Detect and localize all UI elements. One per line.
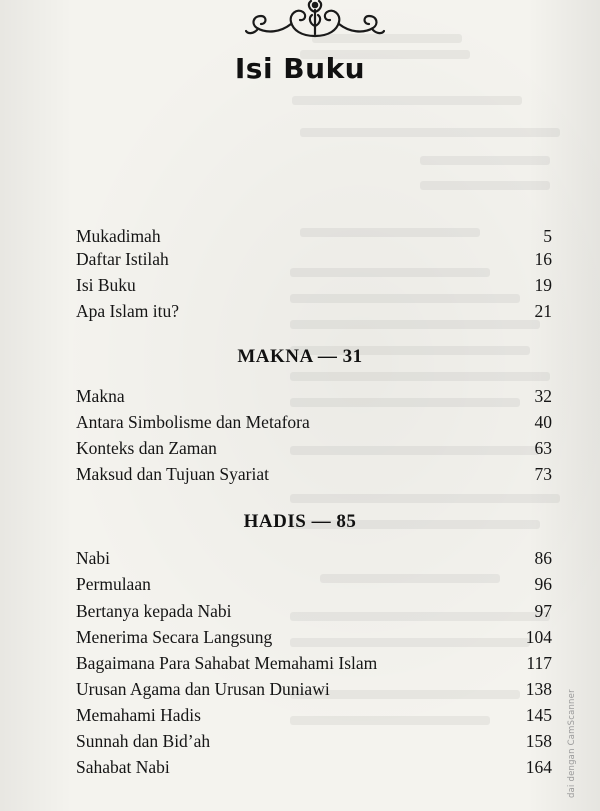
toc-entry xyxy=(76,298,552,324)
toc-entry-page: 32 xyxy=(534,386,552,406)
toc-entry-page: 21 xyxy=(534,301,552,321)
toc-entry xyxy=(76,571,552,597)
toc-entry xyxy=(76,246,552,272)
toc-entry-label: Daftar Istilah xyxy=(76,249,169,269)
bleed-through-line xyxy=(292,96,522,105)
toc-entry xyxy=(76,676,552,702)
bleed-through-line xyxy=(290,372,550,381)
toc-entry-page: 158 xyxy=(525,731,552,751)
toc-entry xyxy=(76,754,552,780)
toc-entry-page: 164 xyxy=(525,757,552,777)
bleed-through-line xyxy=(420,156,550,165)
toc-entry xyxy=(76,545,552,571)
toc-entry-page: 138 xyxy=(525,679,552,699)
toc-entry-page: 86 xyxy=(534,548,552,568)
toc-entry xyxy=(76,624,552,650)
toc-entry xyxy=(76,383,552,409)
toc-entry-page: 117 xyxy=(526,653,552,673)
toc-entry-page: 73 xyxy=(534,464,552,484)
toc-entry xyxy=(76,409,552,435)
toc-entry-label: Konteks dan Zaman xyxy=(76,438,217,458)
toc-entry xyxy=(76,728,552,754)
toc-entry-page: 96 xyxy=(534,574,552,594)
toc-entry xyxy=(76,461,552,487)
toc-entry xyxy=(76,598,552,624)
toc-entry-label: Sahabat Nabi xyxy=(76,757,170,777)
toc-entry xyxy=(76,272,552,298)
toc-entry-page: 5 xyxy=(543,226,552,246)
toc-entry xyxy=(76,435,552,461)
toc-entry-label: Isi Buku xyxy=(76,275,136,295)
toc-entry-page: 97 xyxy=(534,601,552,621)
toc-entry-label: Bagaimana Para Sahabat Memahami Islam xyxy=(76,653,378,673)
toc-entry-label: Urusan Agama dan Urusan Duniawi xyxy=(76,679,330,699)
toc-entry-page: 19 xyxy=(534,275,552,295)
toc-entry xyxy=(76,650,552,676)
ornament-flourish-icon xyxy=(245,0,385,42)
toc-entry-label: Memahami Hadis xyxy=(76,705,201,725)
toc-entry-page: 40 xyxy=(534,412,552,432)
toc-entry-label: Apa Islam itu? xyxy=(76,301,180,321)
toc-entry-label: Makna xyxy=(76,386,125,406)
toc-entry-label: Bertanya kepada Nabi xyxy=(76,601,232,621)
toc-entry-label: Sunnah dan Bid’ah xyxy=(76,731,211,751)
toc-entry-label: Permulaan xyxy=(76,574,151,594)
toc-entry-label: Menerima Secara Langsung xyxy=(76,627,273,647)
toc-entry-page: 104 xyxy=(525,627,552,647)
section-heading-hadis: HADIS — 85 xyxy=(243,511,357,532)
toc-entry-page: 63 xyxy=(534,438,552,458)
toc-entry-label: Mukadimah xyxy=(76,226,161,246)
toc-entry-label: Nabi xyxy=(76,548,111,568)
page-title: Isi Buku xyxy=(234,52,366,85)
bleed-through-line xyxy=(420,181,550,190)
toc-entry-label: Maksud dan Tujuan Syariat xyxy=(76,464,269,484)
bleed-through-line xyxy=(290,494,560,503)
toc-entry-page: 16 xyxy=(534,249,552,269)
section-heading-makna: MAKNA — 31 xyxy=(237,346,363,367)
scanner-watermark: dai dengan CamScanner xyxy=(567,689,577,798)
toc-entry-page: 145 xyxy=(525,705,552,725)
bleed-through-line xyxy=(300,128,560,137)
toc-entry-label: Antara Simbolisme dan Metafora xyxy=(76,412,310,432)
toc-entry xyxy=(76,702,552,728)
